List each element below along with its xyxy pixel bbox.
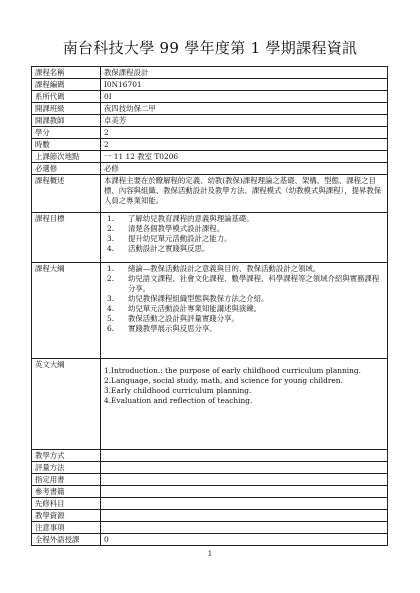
goal-item: 1. 了解幼兒教育課程的意義與理論基礎。 bbox=[107, 214, 254, 223]
value-outline bbox=[101, 263, 388, 359]
page-number: 1 bbox=[207, 550, 213, 558]
row-hours bbox=[32, 139, 388, 151]
value-class: 夜四技幼保二甲 bbox=[101, 103, 388, 115]
value-notes bbox=[101, 522, 388, 534]
value-hours: 2 bbox=[101, 139, 388, 151]
label-teaching-method: 教學方式 bbox=[32, 450, 101, 462]
label-course-name: 課程名稱 bbox=[32, 67, 101, 79]
row-dept-code bbox=[32, 91, 388, 103]
row-credits bbox=[32, 127, 388, 139]
label-class: 開課班級 bbox=[32, 103, 101, 115]
label-dept-code: 系所代碼 bbox=[32, 91, 101, 103]
label-schedule: 上課節次地點 bbox=[32, 151, 101, 163]
value-references bbox=[101, 486, 388, 498]
label-hours: 時數 bbox=[32, 139, 101, 151]
label-elective: 必選修 bbox=[32, 163, 101, 175]
row-elective bbox=[32, 163, 388, 175]
row-textbook bbox=[32, 474, 388, 486]
label-foreign-lang: 全程外語授課 bbox=[32, 534, 101, 546]
row-goals bbox=[32, 213, 388, 263]
row-teacher bbox=[32, 115, 388, 127]
goal-item: 2. 清楚各個教學模式設計課程。 bbox=[107, 224, 225, 233]
english-outline-item: 4.Evaluation and reflection of teaching. bbox=[104, 396, 253, 405]
row-notes bbox=[32, 522, 388, 534]
value-goals bbox=[101, 213, 388, 263]
label-resources: 教學資源 bbox=[32, 510, 101, 522]
english-outline-item: 1.Introduction.: the purpose of early childhood curriculum planning. bbox=[104, 366, 361, 375]
value-dept-code: 0I bbox=[101, 91, 388, 103]
label-goals: 課程目標 bbox=[32, 213, 101, 263]
label-evaluation: 評量方法 bbox=[32, 462, 101, 474]
row-class bbox=[32, 103, 388, 115]
value-teacher: 卓美芳 bbox=[101, 115, 388, 127]
row-schedule bbox=[32, 151, 388, 163]
label-overview: 課程概述 bbox=[32, 175, 101, 213]
value-resources bbox=[101, 510, 388, 522]
english-outline-item: 2.Language, social study, math, and science for young children. bbox=[104, 376, 343, 385]
row-english-outline bbox=[32, 359, 388, 450]
row-resources bbox=[32, 510, 388, 522]
value-english-outline bbox=[101, 359, 388, 450]
goal-item: 3. 提升幼兒單元活動設計之能力。 bbox=[107, 234, 232, 243]
value-textbook bbox=[101, 474, 388, 486]
outline-item: 2. 幼兒語文課程、社會文化課程、數學課程、科學課程等之領域介紹與實務課程分享。 bbox=[107, 274, 380, 293]
row-prerequisites bbox=[32, 498, 388, 510]
label-english-outline: 英文大綱 bbox=[32, 359, 101, 450]
row-course-code bbox=[32, 79, 388, 91]
row-course-name bbox=[32, 67, 388, 79]
goals-list bbox=[104, 214, 384, 254]
label-prerequisites: 先修科目 bbox=[32, 498, 101, 510]
label-notes: 注意事項 bbox=[32, 522, 101, 534]
value-prerequisites bbox=[101, 498, 388, 510]
value-elective: 必修 bbox=[101, 163, 388, 175]
outline-item: 4. 幼兒單元活動設計專業知能講述與演練。 bbox=[107, 304, 262, 313]
value-course-name: 教保課程設計 bbox=[101, 67, 388, 79]
value-schedule: 一 11 12 教室 T0206 bbox=[101, 151, 388, 163]
label-course-code: 課程編碼 bbox=[32, 79, 101, 91]
course-info-table bbox=[31, 66, 388, 546]
label-references: 參考書籍 bbox=[32, 486, 101, 498]
outline-item: 5. 教保活動之設計與評量實踐分享。 bbox=[107, 314, 239, 323]
outline-item: 1. 緒論—教保活動設計之意義與目的、教保活動設計之領域。 bbox=[107, 264, 321, 273]
value-teaching-method bbox=[101, 450, 388, 462]
value-credits: 2 bbox=[101, 127, 388, 139]
label-teacher: 開課教師 bbox=[32, 115, 101, 127]
label-textbook: 指定用書 bbox=[32, 474, 101, 486]
row-teaching-method bbox=[32, 450, 388, 462]
label-outline: 課程大綱 bbox=[32, 263, 101, 359]
value-foreign-lang: 0 bbox=[101, 534, 388, 546]
value-course-code: I0N16701 bbox=[101, 79, 388, 91]
english-outline-item: 3.Early childhood curriculum planning. bbox=[104, 386, 252, 395]
outline-list bbox=[104, 264, 384, 334]
row-outline bbox=[32, 263, 388, 359]
label-credits: 學分 bbox=[32, 127, 101, 139]
goal-item: 4. 活動設計之實踐與反思。 bbox=[107, 244, 210, 253]
page-title: 南台科技大學 99 學年度第 1 學期課程資訊 bbox=[62, 39, 358, 57]
outline-item: 6. 實踐教學展示與反思分享。 bbox=[107, 324, 217, 333]
row-references bbox=[32, 486, 388, 498]
outline-item: 3. 幼兒教保課程組織型態與教保方法之介紹。 bbox=[107, 294, 269, 303]
row-foreign-lang bbox=[32, 534, 388, 546]
row-overview bbox=[32, 175, 388, 213]
value-overview: 本課程主要在於瞭解程的定義、幼教(教保)課程理論之基礎、架構、型態、課程之目標、內容與組織、教保活動設計及教學方法、課程模式（幼教模式與課程），提昇教保人員之專業知能。 bbox=[101, 175, 388, 213]
row-evaluation bbox=[32, 462, 388, 474]
value-evaluation bbox=[101, 462, 388, 474]
